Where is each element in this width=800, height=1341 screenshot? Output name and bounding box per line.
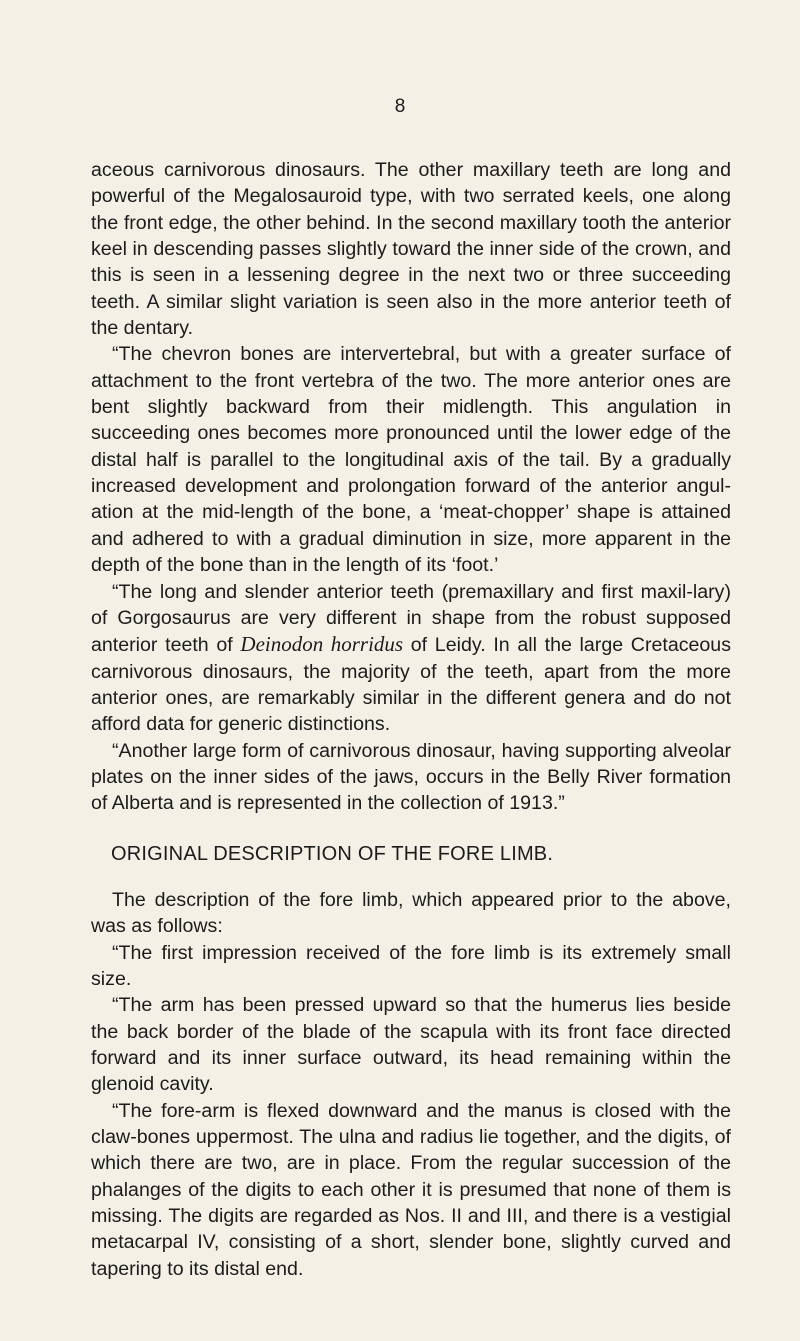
- section-heading: ORIGINAL DESCRIPTION OF THE FORE LIMB.: [111, 842, 554, 865]
- paragraph-chevron-bones: “The chevron bones are intervertebral, but with a greater surface of attachment to the front vertebra of the two. The more anterior ones are bent slightly backward from their midlength. This angulation in succeeding ones becomes more pronounced until the lower edge of the distal half is parallel to the longitudinal axis of the tail. By a gradually increased development and prolongation forward of the anterior angul-ation at the mid-length of the bone, a ‘meat-chopper’ shape is attained and adhered to with a gradual diminution in size, more apparent in the depth of the bone than in the length of its ‘foot.’: [91, 343, 731, 577]
- paragraph-fore-limb-size: “The first impression received of the fore limb is its extremely small size.: [91, 941, 731, 990]
- page-number: 8: [394, 96, 406, 117]
- paragraph-alveolar-plates: “Another large form of carnivorous dinosaur, having supporting alveolar plates on the inner sides of the jaws, occurs in the Belly River formation of Alberta and is represented in the collection of 1913.”: [91, 739, 731, 815]
- paragraph-gorgosaurus-teeth: [91, 579, 731, 738]
- paragraph-fore-arm: “The fore-arm is flexed downward and the manus is closed with the claw-bones uppermost. The ulna and radius lie together, and the digits, of which there are two, are in place. From the regular succession of the phalanges of the digits to each other it is presumed that none of them is missing. The digits are regarded as Nos. II and III, and there is a vestigial metacarpal IV, consisting of a short, slender bone, slightly curved and tapering to its distal end.: [91, 1099, 731, 1280]
- paragraph-gorgosaurus-teeth-part2: of Leidy. In all the large Cretaceous carnivorous dinosaurs, the majority of the teeth, apart from the more anterior ones, are remarkably similar in the different genera and do not afford data for generic distinctions.: [91, 634, 732, 736]
- species-name: Deinodon horridus: [240, 632, 404, 657]
- paragraph-teeth: aceous carnivorous dinosaurs. The other maxillary teeth are long and powerful of the Megalosauroid type, with two serrated keels, one along the front edge, the other behind. In the second maxillary tooth the anterior keel in descending passes slightly toward the inner side of the crown, and this is seen in a lessening degree in the next two or three succeeding teeth. A similar slight variation is seen also in the more anterior teeth of the dentary.: [91, 159, 731, 340]
- paragraph-gorgosaurus-teeth-part1: “The long and slender anterior teeth (premaxillary and first maxil-lary) of Gorgosaurus are very different in shape from the robust supposed anterior teeth of: [91, 580, 731, 657]
- body-text: [91, 157, 731, 1282]
- paragraph-fore-limb-intro: The description of the fore limb, which appeared prior to the above, was as follows:: [91, 888, 731, 938]
- paragraph-arm: “The arm has been pressed upward so that the humerus lies beside the back border of the blade of the scapula with its front face directed forward and its inner surface outward, its head remaining within the glenoid cavity.: [91, 994, 731, 1096]
